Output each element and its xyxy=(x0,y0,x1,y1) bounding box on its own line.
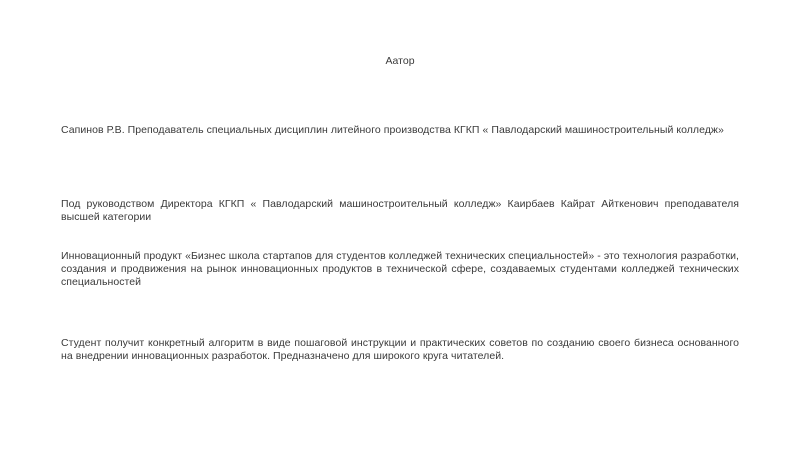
student-benefit-paragraph: Студент получит конкретный алгоритм в виде пошаговой инструкции и практических советов по созданию своего бизнеса основанного на внедрении инновационных разработок. Предназначено для широкого круга читателей. xyxy=(61,337,739,362)
author-paragraph: Сапинов Р.В. Преподаватель специальных дисциплин литейного производства КГКП « Павлодарский машиностроительный колледж» xyxy=(61,124,724,136)
slide-title: Аатор xyxy=(385,55,415,67)
product-description-paragraph: Инновационный продукт «Бизнес школа стартапов для студентов колледжей технических специальностей» - это технология разработки, создания и продвижения на рынок инновационных продуктов в технической сфере, создаваемых студентами колледжей технических специальностей xyxy=(61,250,739,288)
supervisor-paragraph: Под руководством Директора КГКП « Павлодарский машиностроительный колледж» Каирбаев Кайрат Айткенович преподавателя высшей категории xyxy=(61,198,739,223)
